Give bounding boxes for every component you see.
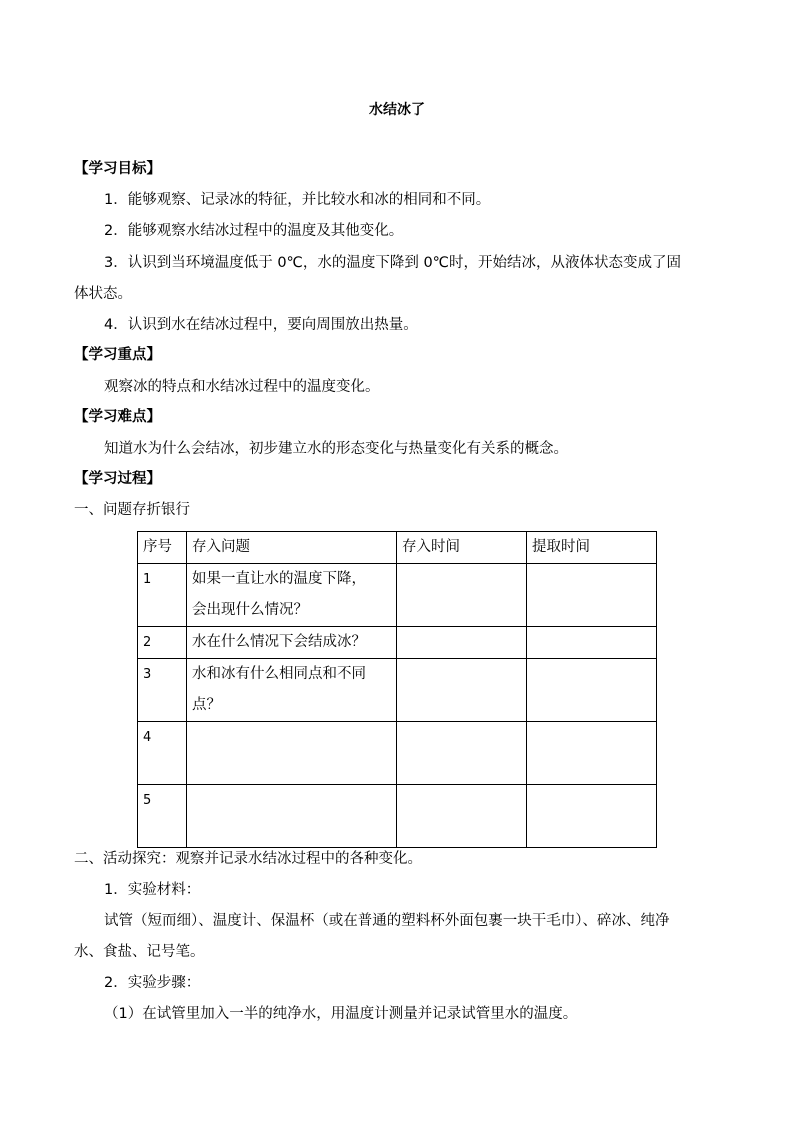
row-question xyxy=(187,564,397,627)
row-number: 1 xyxy=(138,564,187,627)
deposit-time-cell xyxy=(397,627,527,659)
materials-label: 1．实验材料： xyxy=(104,882,201,898)
deposit-time-cell xyxy=(397,564,527,627)
objective-1: 1．能够观察、记录冰的特征，并比较水和冰的相同和不同。 xyxy=(104,192,491,208)
objective-3-continued: 体状态。 xyxy=(74,286,132,302)
question-line: 如果一直让水的温度下降， xyxy=(192,571,366,587)
key-point-text: 观察冰的特点和水结冰过程中的温度变化。 xyxy=(104,379,380,395)
key-point-heading: 【学习重点】 xyxy=(74,347,161,363)
steps-label: 2．实验步骤： xyxy=(104,975,201,991)
withdraw-time-cell xyxy=(527,627,657,659)
table-row xyxy=(138,564,657,627)
row-number: 5 xyxy=(138,785,187,848)
materials-line-1: 试管（短而细）、温度计、保温杯（或在普通的塑料杯外面包裹一块干毛巾）、碎冰、纯净 xyxy=(104,913,670,929)
question-line: 水和冰有什么相同点和不同 xyxy=(192,666,366,682)
withdraw-time-cell xyxy=(527,659,657,722)
objectives-heading: 【学习目标】 xyxy=(74,161,161,177)
section-1-title: 一、问题存折银行 xyxy=(74,502,190,518)
row-question xyxy=(187,722,397,785)
row-question xyxy=(187,785,397,848)
deposit-time-cell xyxy=(397,722,527,785)
table-row xyxy=(138,659,657,722)
difficulty-text: 知道水为什么会结冰，初步建立水的形态变化与热量变化有关系的概念。 xyxy=(104,441,568,457)
table-row xyxy=(138,785,657,848)
objective-4: 4．认识到水在结冰过程中，要向周围放出热量。 xyxy=(104,317,418,333)
header-cell: 存入问题 xyxy=(187,532,397,564)
objective-3: 3．认识到当环境温度低于 0℃，水的温度下降到 0℃时，开始结冰，从液体状态变成了固 xyxy=(104,255,681,271)
withdraw-time-cell xyxy=(527,785,657,848)
question-bank-table xyxy=(137,531,657,848)
materials-line-2: 水、食盐、记号笔。 xyxy=(74,944,205,960)
row-question xyxy=(187,659,397,722)
table-row xyxy=(138,627,657,659)
objective-2: 2．能够观察水结冰过程中的温度及其他变化。 xyxy=(104,223,404,239)
withdraw-time-cell xyxy=(527,564,657,627)
difficulty-heading: 【学习难点】 xyxy=(74,409,161,425)
question-line: 点？ xyxy=(192,697,221,713)
row-number: 4 xyxy=(138,722,187,785)
row-number: 3 xyxy=(138,659,187,722)
header-cell: 序号 xyxy=(138,532,187,564)
process-heading: 【学习过程】 xyxy=(74,471,161,487)
page-title: 水结冰了 xyxy=(369,102,425,118)
deposit-time-cell xyxy=(397,785,527,848)
header-cell: 提取时间 xyxy=(527,532,657,564)
header-cell: 存入时间 xyxy=(397,532,527,564)
deposit-time-cell xyxy=(397,659,527,722)
table-row xyxy=(138,722,657,785)
table-header-row xyxy=(138,532,657,564)
withdraw-time-cell xyxy=(527,722,657,785)
row-question: 水在什么情况下会结成冰？ xyxy=(187,627,397,659)
section-2-title: 二、活动探究：观察并记录水结冰过程中的各种变化。 xyxy=(74,851,422,867)
row-number: 2 xyxy=(138,627,187,659)
question-line: 会出现什么情况？ xyxy=(192,602,308,618)
step-1: （1）在试管里加入一半的纯净水，用温度计测量并记录试管里水的温度。 xyxy=(104,1006,578,1022)
